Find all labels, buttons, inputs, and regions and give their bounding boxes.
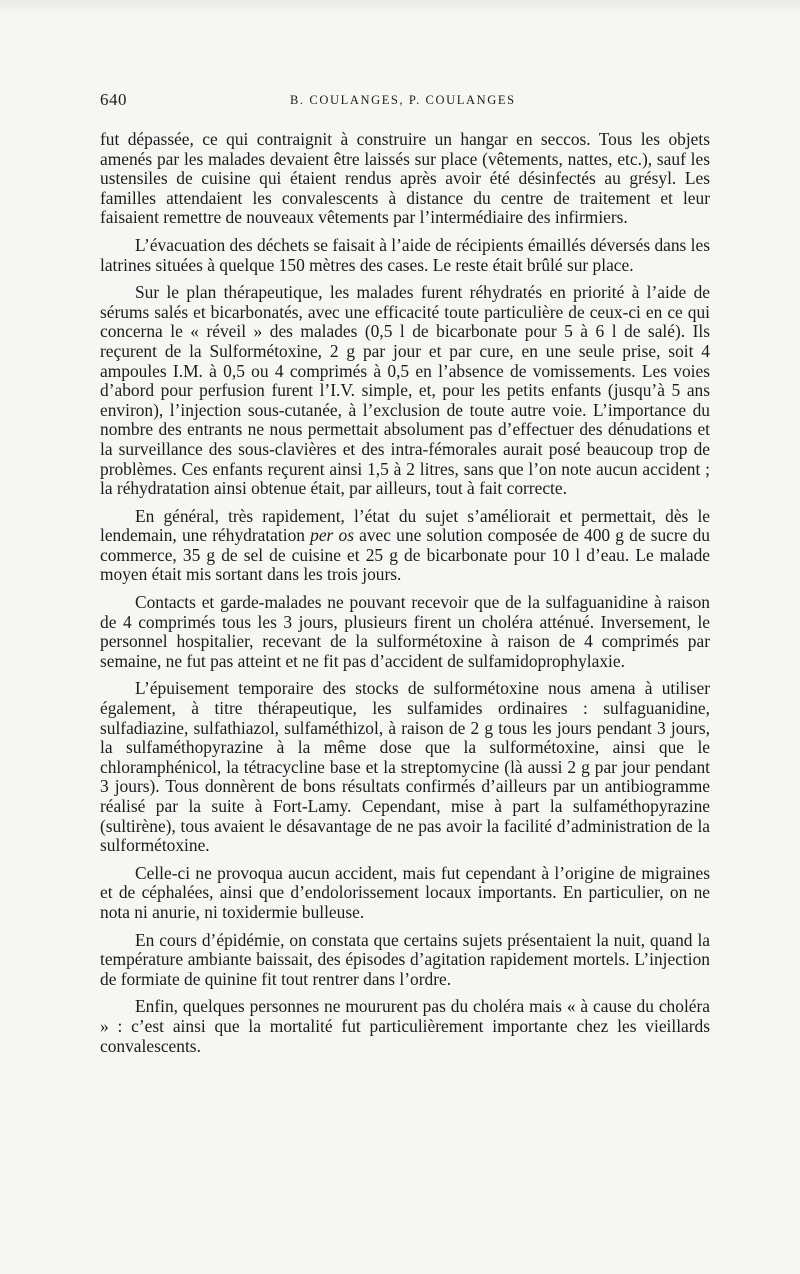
- paragraph-text: Enfin, quelques personnes ne moururent pas du choléra mais « à cause du choléra » : c’est ainsi que la mortalité fut particulièrement importante chez les vieillards convalescents.: [100, 996, 710, 1056]
- page-header: [100, 90, 710, 114]
- paragraph-text: Contacts et garde-malades ne pouvant recevoir que de la sulfaguanidine à raison de 4 comprimés tous les 3 jours, plusieurs firent un choléra atténué. Inversement, le personnel hospitalier, recevant de la sulformétoxine à raison de 4 comprimés par semaine, ne fut pas atteint et ne fit pas d’accident de sulfamidoprophylaxie.: [100, 592, 710, 671]
- article-body: [100, 130, 710, 1064]
- page-number: 640: [100, 90, 127, 109]
- paragraph-7: [100, 864, 710, 923]
- paragraph-text: En général, très rapidement, l’état du sujet s’améliorait et permettait, dès le lendemain, une réhydratation: [100, 505, 710, 546]
- paragraph-4: [100, 507, 710, 585]
- paragraph-text: Sur le plan thérapeutique, les malades furent réhydratés en priorité à l’aide de sérums salés et bicarbonatés, avec une efficacité toute particulière de ceux-ci en ce qui concerna le « réveil » des malades (0,5 l de bicarbonate pour 5 à 6 l de salé). Ils reçurent de la Sulformétoxine, 2 g par jour et par cure, en une seule prise, soit 4 ampoules I.M. à 0,5 ou 4 comprimés à 0,5 en l’absence de vomissements. Les voies d’abord pour perfusion furent l’I.V. simple, et, pour les petits enfants (jusqu’à 5 ans environ), l’injection sous-cutanée, à l’exclusion de toute autre voie. L’importance du nombre des entrants ne nous permettait absolument pas d’effectuer des dénudations et la surveillance des sous-clavières et des intra-fémorales aurait posé beaucoup trop de problèmes. Ces enfants reçurent ainsi 1,5 à 2 litres, sans que l’on note aucun accident ; la réhydratation ainsi obtenue était, par ailleurs, tout à fait correcte.: [100, 282, 710, 499]
- paragraph-3: [100, 283, 710, 499]
- paragraph-1: [100, 130, 710, 228]
- paragraph-text: avec une solution composée de 400 g de sucre du commerce, 35 g de sel de cuisine et 25 g de bicarbonate pour 10 l d’eau. Le malade moyen était mis sortant dans les trois jours.: [100, 525, 710, 585]
- paragraph-6: [100, 679, 710, 855]
- paragraph-2: [100, 236, 710, 275]
- paragraph-9: [100, 997, 710, 1056]
- paragraph-text: L’épuisement temporaire des stocks de sulformétoxine nous amena à utiliser également, à titre thérapeutique, les sulfamides ordinaires : sulfaguanidine, sulfadiazine, sulfathiazol, sulfaméthizol, à raison de 2 g tous les jours pendant 3 jours, la sulfaméthopyrazine à la même dose que la sulformétoxine, ainsi que le chloramphénicol, la tétracycline base et la streptomycine (là aussi 2 g par jour pendant 3 jours). Tous donnèrent de bons résultats confirmés d’ailleurs par un antibiogramme réalisé par la suite à Fort-Lamy. Cependant, mise à part la sulfaméthopyrazine (sultirène), tous avaient le désavantage de ne pas avoir la facilité d’administration de la sulformétoxine.: [100, 678, 710, 856]
- paragraph-5: [100, 593, 710, 671]
- paragraph-text: L’évacuation des déchets se faisait à l’aide de récipients émaillés déversés dans les latrines situées à quelque 150 mètres des cases. Le reste était brûlé sur place.: [100, 234, 710, 275]
- italic-term: per os: [310, 525, 354, 546]
- paragraph-8: [100, 931, 710, 990]
- running-head: B. COULANGES, P. COULANGES: [290, 93, 516, 107]
- paragraph-text: fut dépassée, ce qui contraignit à construire un hangar en seccos. Tous les objets amenés par les malades devaient être laissés sur place (vêtements, nattes, etc.), sauf les ustensiles de cuisine qui étaient rendus après avoir été désinfectés au grésyl. Les familles attendaient les convalescents à distance du centre de traitement et leur faisaient remettre de nouveaux vêtements par l’intermédiaire des infirmiers.: [100, 129, 710, 228]
- paragraph-text: En cours d’épidémie, on constata que certains sujets présentaient la nuit, quand la température ambiante baissait, des épisodes d’agitation rapidement mortels. L’injection de formiate de quinine fit tout rentrer dans l’ordre.: [100, 929, 710, 989]
- paragraph-text: Celle-ci ne provoqua aucun accident, mais fut cependant à l’origine de migraines et de céphalées, ainsi que d’endolorissement locaux importants. En particulier, on ne nota ni anurie, ni toxidermie bulleuse.: [100, 862, 710, 922]
